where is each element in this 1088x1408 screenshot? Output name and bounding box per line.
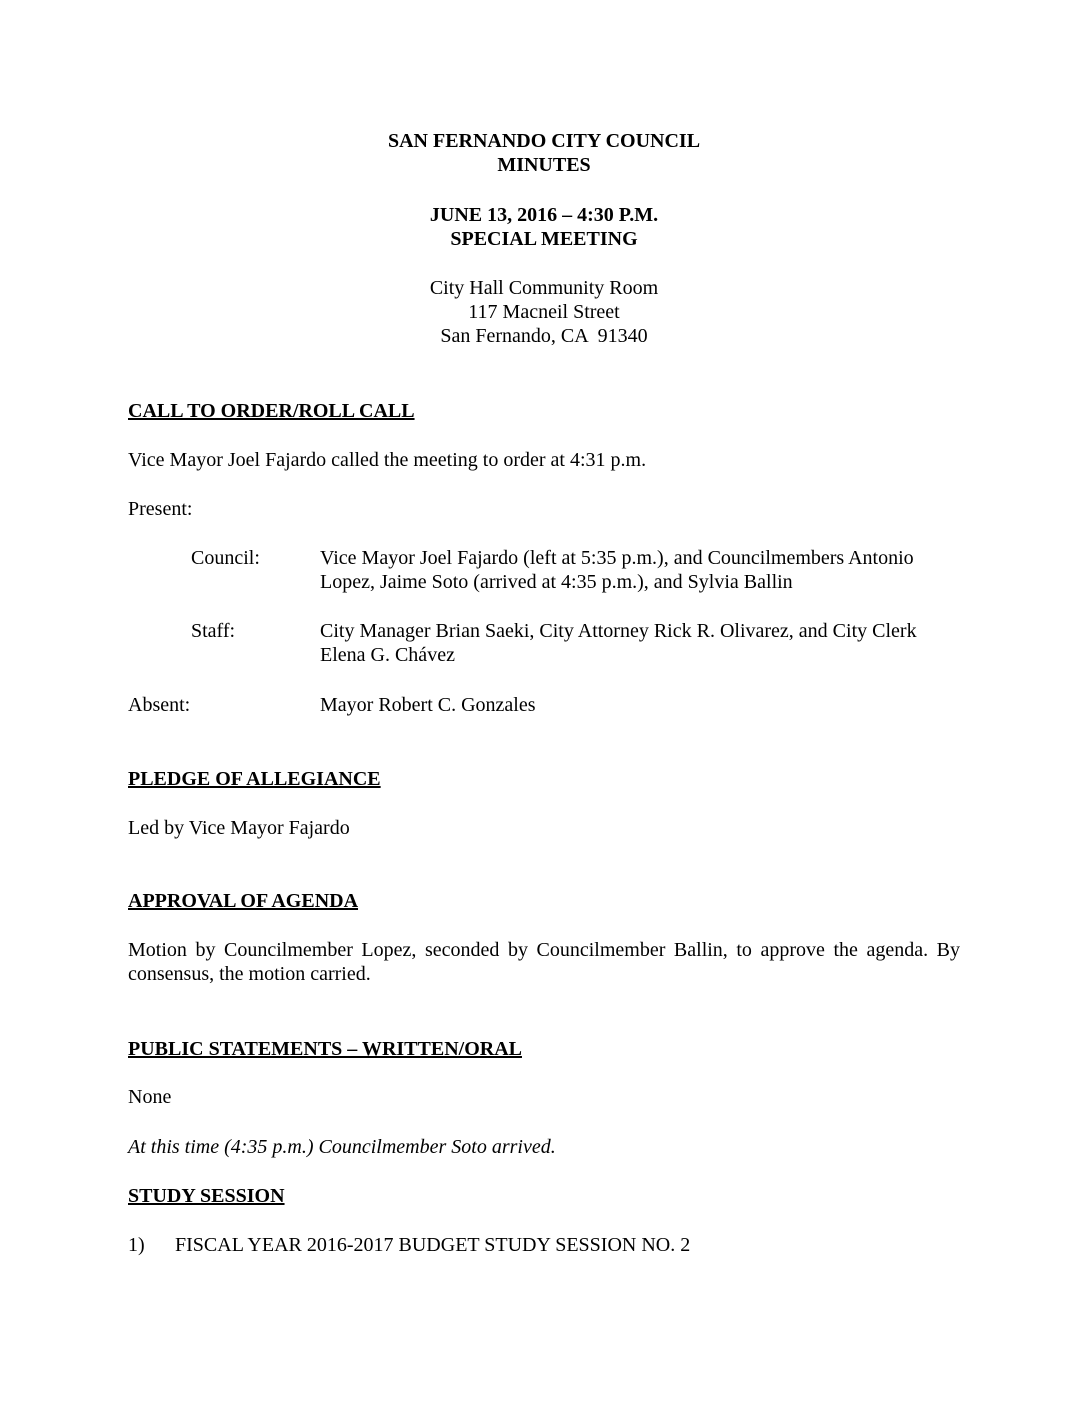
absent-label: Absent: [128,694,191,716]
present-label: Present: [128,498,193,520]
staff-label: Staff: [191,620,236,642]
meeting-type: SPECIAL MEETING [450,228,638,250]
absent-members: Mayor Robert C. Gonzales [320,694,536,716]
study-item-number: 1) [128,1234,145,1256]
staff-members: City Manager Brian Saeki, City Attorney Rick R. Olivarez, and City Clerk Elena G. Chávez [320,620,917,666]
council-label: Council: [191,547,260,569]
meeting-info [0,203,1088,251]
call-to-order-text: Vice Mayor Joel Fajardo called the meeting to order at 4:31 p.m. [128,449,647,471]
council-members: Vice Mayor Joel Fajardo (left at 5:35 p.m.), and Councilmembers Antonio Lopez, Jaime Soto (arrived at 4:35 p.m.), and Sylvia Ballin [320,547,914,593]
document-header [0,129,1088,177]
location-line: San Fernando, CA 91340 [440,325,648,347]
study-item-title: FISCAL YEAR 2016-2017 BUDGET STUDY SESSION NO. 2 [175,1234,691,1256]
location-line: City Hall Community Room [429,277,659,299]
council-title: SAN FERNANDO CITY COUNCIL [387,130,701,152]
study-session-heading: STUDY SESSION [128,1185,285,1207]
pledge-text: Led by Vice Mayor Fajardo [128,817,350,839]
public-statements-text: None [128,1086,172,1108]
agenda-heading: APPROVAL OF AGENDA [128,890,359,912]
minutes-title: MINUTES [497,154,591,176]
soto-arrival-note: At this time (4:35 p.m.) Councilmember Soto arrived. [128,1136,556,1158]
call-to-order-heading: CALL TO ORDER/ROLL CALL [128,400,415,422]
meeting-date-time: JUNE 13, 2016 – 4:30 P.M. [429,204,659,226]
meeting-location [0,276,1088,348]
public-statements-heading: PUBLIC STATEMENTS – WRITTEN/ORAL [128,1038,522,1060]
location-line: 117 Macneil Street [468,301,620,323]
agenda-text: Motion by Councilmember Lopez, seconded by Councilmember Ballin, to approve the agenda. By consensus, the motion carried. [128,939,960,985]
pledge-heading: PLEDGE OF ALLEGIANCE [128,768,381,790]
